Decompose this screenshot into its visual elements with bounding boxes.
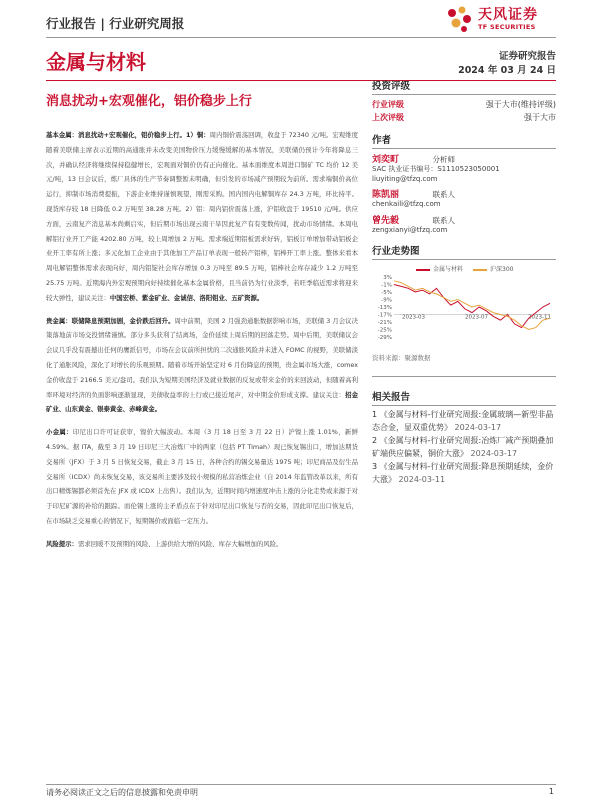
author-entry	[372, 213, 556, 236]
sidebar	[372, 78, 556, 487]
rating-value: 强于大市(维持评级)	[485, 100, 556, 109]
related-report-title[interactable]: 1 《金属与材料-行业研究周报:金属玻璃—新型非晶态合金，显双重优势》	[372, 410, 554, 432]
report-header	[46, 7, 556, 38]
related-reports	[372, 389, 556, 486]
paragraph-lead: 基本金属：消息扰动+宏观催化，铝价稳步上行。1）铜：	[46, 131, 210, 139]
y-tick-label: 3%	[383, 275, 392, 281]
related-report-date: 2024-03-17	[454, 422, 502, 432]
author-role: 联系人	[432, 190, 456, 199]
y-tick-label: -21%	[377, 320, 392, 326]
x-tick-label: 2023-03	[402, 314, 425, 321]
y-tick-label: -25%	[377, 327, 392, 334]
y-tick-label: -1%	[381, 282, 392, 289]
author-entry	[372, 152, 556, 184]
rating-value: 强于大市	[524, 113, 556, 122]
paragraph-text: 印尼出口许可证获审，镍价大幅波动。本周（3 月 18 日至 3 月 22 日）沪镍上涨 1.01%，新鲜 4.59%。据 ITA，截至 3 月 19 日印尼三大冶炼厂中的两家（包括 PT Timah）现已恢复锡出口，增加达期货交易所（JFX）于 3 月 5 日恢复交易，截止 3 月 15 日，各种合约的锡交易量达 1975 吨；印尼商品及衍生品交易所（ICDX）尚未恢复交易，该交易所主要涉及较小规模的私营冶炼企业（自 2014 年监管改革以来，所有出口精炼锡都必须首先在 JFX 或 ICDX 上出售）。我们认为，近期时间内增速度冲击上涨的分化走势或来源于对于印尼矿源的补给的跟踪。而伦锡上涨的主矛盾点在于针对印尼出口恢复与否的交易，因此印尼出口恢复后，在市场缺乏交易重心的情况下，短期锡价或面临一定压力。	[46, 428, 359, 525]
chart-legend	[416, 264, 556, 273]
authors-section-title: 作者	[372, 132, 556, 149]
y-tick-label: -9%	[381, 297, 392, 304]
paragraph-lead: 贵金属：联储降息预期加剧，金价跌后回升。	[46, 316, 175, 325]
author-name: 陈凯丽	[372, 190, 400, 200]
report-title: 金属与材料	[46, 50, 146, 74]
author-email[interactable]: zengxianyi@tfzq.com	[372, 225, 448, 234]
paragraph-risk	[46, 537, 358, 552]
rating-key: 行业评级	[372, 100, 404, 109]
legend-label: 金属与材料	[433, 266, 464, 273]
rating-section-title: 投资评级	[372, 78, 556, 95]
page-footer	[46, 784, 556, 798]
chart-source: 资料来源：聚源数据	[372, 353, 556, 377]
related-report-date: 2024-03-11	[398, 474, 446, 484]
paragraph-text: 周中前期，美国 2 月强劲通胀数据影响市场，美联储 3 月会议决策落地前市场交投情绪谨慎。部分多头获利了结离场，金价延续上周后期的回落走势。周中后期，美联储议会会议几乎没有震撼出任何的鹰派信号，市场在会议前所担忧的二次通胀风险并未进入 FOMC 的视野，美联储淡化了通胀风险，深化了对增长的乐观预期。随着市场开始坚定对 6 月份降息的预期，贵金属市场大涨，comex 金价收盘于 2166.5 美元/盎司。我们认为短期美国经济及就业数据的反复或带来金价的来回波动，但随着高利率环境对经济的负面影响逐渐显现，美债收益率的上行或已接近尾声，对中期金价形成支撑。建议关注：	[46, 316, 359, 399]
paragraph-text: 需求回暖不及预期的风险、上游供给大增的风险、库存大幅增加的风险。	[77, 539, 283, 548]
related-report-date: 2024-03-17	[470, 448, 518, 458]
brand-logo	[444, 4, 554, 38]
report-body	[46, 128, 358, 560]
paragraph-lead: 风险提示：	[46, 539, 78, 548]
related-report-item[interactable]	[372, 409, 556, 434]
trend-chart-svg	[372, 273, 556, 349]
page-number: 1	[548, 787, 554, 796]
rating-row	[372, 98, 556, 111]
related-report-title[interactable]: 2 《金属与材料-行业研究周报:冶炼厂减产预期叠加矿端供应偏紧，铜价大涨》	[372, 436, 554, 458]
y-tick-label: -5%	[381, 290, 392, 296]
author-name: 曾先毅	[372, 215, 400, 226]
report-subtitle: 消息扰动+宏观催化，铝价稳步上行	[46, 94, 252, 109]
paragraph-highlight: 中国宏桥、紫金矿业、金诚信、洛阳钼业、五矿资源。	[109, 293, 264, 302]
y-tick-label: -17%	[377, 312, 392, 319]
author-role: 分析师	[432, 155, 456, 164]
legend-label: 沪深300	[490, 266, 514, 273]
brand-logo-icon	[444, 4, 474, 34]
chart-section-title: 行业走势图	[372, 243, 556, 260]
rating-key: 上次评级	[372, 113, 404, 122]
legend-item	[473, 264, 513, 273]
paragraph-text: 周内铜价震荡回调，收盘于 72340 元/吨。宏观维度随着美联储主席表示近期的高通胀并未改变美国物价压力缓慢缓解的基本情况，美联储仍预计今年将降息三次，并确认经济将继续保持稳健增长，宏观面对铜价仍有正向催化。基本面维度本周进口铜矿 TC 均价 12 美元/吨，13 日会议后，炼厂具体的生产节奏调整暂未明确，但引发的市场减产预期较为前所。需求端铜价高位运行，抑制市场消费提振，下游企业维持谨慎观望，刚需采购。国内国内电解铜库存 24.3 万吨，环比持平。现货库存较 18 日降低 0.2 万吨至 38.28 万吨。2）铝：周内铝价震荡上涨，沪铝收盘于 19510 元/吨。供应方面，云南复产消息基本尚剩启实，但后期市场出现云南干旱因此复产有有变数传闻，扰动市场情绪。本周电解铝行业开工产能 4202.80 万吨，较上周增加 2 万吨。需求端近期铝板需求好转，铝板订单增加带动铝板企业开工率有所上涨；多元化加工企业由于其他加工产品订单表现一般转产铝棒，铝棒开工率上涨。整体来看本周电解铝整体需求表现向好，周内铝锭社会库存增加 0.3 万吨至 89.5 万吨，铝棒社会库存减少 1.2 万吨至 25.75 万吨。近期海内外宏观预期向好持续催化基本金属价格，且当前仍为行业淡季，若旺季临近需求将迎来较大弹性，建议关注：	[46, 131, 358, 302]
author-role: 联系人	[432, 215, 456, 225]
related-report-item[interactable]	[372, 435, 556, 460]
industry-trend-chart	[372, 243, 556, 377]
paragraph-lead: 小金属：	[46, 428, 73, 437]
rating-row	[372, 111, 556, 124]
x-tick-label: 2023-07	[465, 314, 488, 321]
author-email[interactable]: chenkaili@tfzq.com	[372, 200, 441, 208]
author-email[interactable]: liuyiting@tfzq.com	[372, 174, 438, 183]
x-tick-label: 2023-11	[528, 314, 551, 321]
author-entry	[372, 187, 556, 210]
related-report-item[interactable]	[372, 461, 556, 486]
brand-name-cn: 天风证券	[478, 7, 538, 23]
paragraph-base-metals	[46, 128, 358, 306]
paragraph-highlight: 招金矿业、山东黄金、银泰黄金、赤峰黄金。	[46, 390, 359, 414]
paragraph-minor-metals	[46, 425, 358, 529]
y-tick-label: -29%	[377, 335, 392, 341]
related-report-title[interactable]: 3 《金属与材料-行业研究周报:降息预期延续，金价大涨》	[372, 462, 554, 484]
legend-item	[416, 264, 463, 273]
author-name: 刘奕町	[372, 155, 400, 165]
footer-disclaimer: 请务必阅读正文之后的信息披露和免责申明	[46, 788, 198, 797]
related-section-title: 相关报告	[372, 389, 556, 406]
paragraph-precious-metals	[46, 314, 358, 418]
series-line	[394, 281, 550, 330]
report-category: 行业报告 | 行业研究周报	[46, 16, 185, 31]
report-type: 证券研究报告	[498, 51, 556, 62]
series-line	[394, 285, 550, 328]
report-date: 2024 年 03 月 24 日	[458, 65, 556, 76]
y-tick-label: -13%	[377, 305, 392, 311]
brand-name-en: TF SECURITIES	[478, 23, 536, 31]
author-cert: SAC 执业证书编号：S1110523050001	[372, 165, 500, 173]
